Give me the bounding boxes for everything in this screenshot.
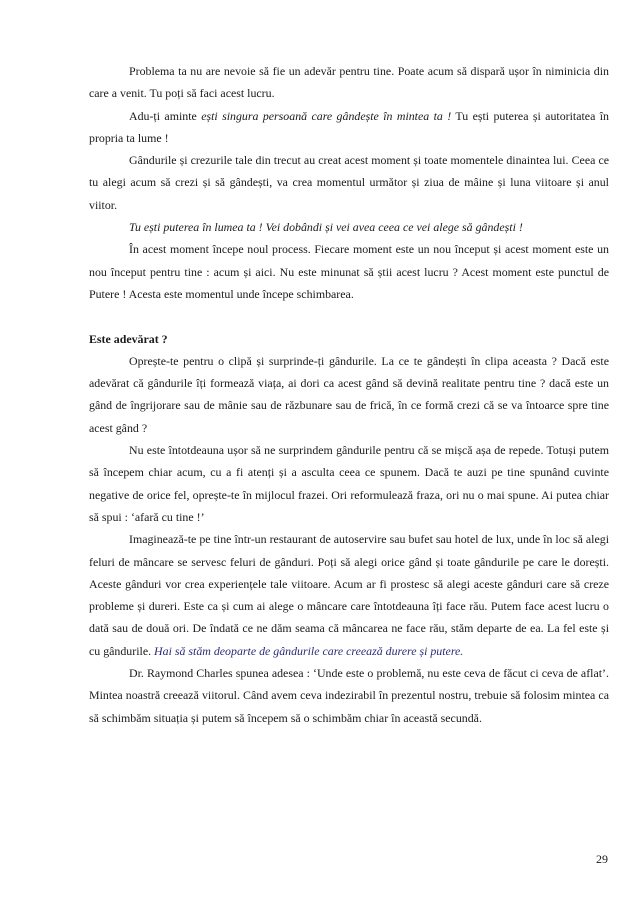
- page-body: [89, 60, 609, 729]
- section-heading: Este adevărat ?: [89, 331, 168, 346]
- paragraph-2-end: Tu ești puterea și autoritatea în propria ta lume !: [89, 108, 609, 145]
- section-paragraph-1: Oprește-te pentru o clipă și surprinde-ți gândurile. La ce te gândești în clipa aceasta ? Dacă este adevărat că gândurile îți formează viața, ai dori ca acest gând să devină realitate pentru tine ? dacă este un gând de îngrijorare sau de mânie sau de răzbunare sau de frică, în ce formă crezi că se va întoarce spre tine acest gând ?: [89, 353, 609, 435]
- paragraph-1: Problema ta nu are nevoie să fie un adevăr pentru tine. Poate acum să dispară ușor în niminicia din care a venit. Tu poți să faci acest lucru.: [89, 64, 609, 101]
- paragraph-5: În acest moment începe noul process. Fiecare moment este un nou început și acest moment este un nou început pentru tine : acum și aici. Nu este minunat să știi acest lucru ? Acest moment este punctul de Putere ! Acesta este momentul unde începe schimbarea.: [89, 242, 609, 301]
- paragraph-2-start: Adu-ți aminte: [129, 108, 202, 123]
- section-paragraph-4: Dr. Raymond Charles spunea adesea : ‘Unde este o problemă, nu este ceva de făcut ci ceva de aflat’. Mintea noastră creează viitorul. Când avem ceva indezirabil în prezentul nostru, trebuie să folosim mintea ca să schimbăm situația și putem să începem să o schimbăm chiar în această secundă.: [89, 666, 609, 725]
- page-number: 29: [596, 852, 608, 866]
- paragraph-4-italic: Tu ești puterea în lumea ta ! Vei dobândi și vei avea ceea ce vei alege să gândești !: [129, 220, 523, 235]
- paragraph-3: Gândurile și crezurile tale din trecut au creat acest moment și toate momentele dinaintea lui. Ceea ce tu alegi acum să crezi și să gândești, va crea momentul următor și ziua de mâine și luna viitoare și anul viitor.: [89, 153, 609, 212]
- section-paragraph-3: [89, 528, 609, 662]
- paragraph-2-italic: ești singura persoană care gândește în mintea ta !: [201, 108, 452, 123]
- paragraph-2: [89, 105, 609, 150]
- section-paragraph-3-text: Imaginează-te pe tine într-un restaurant de autoservire sau bufet sau hotel de lux, unde în loc să alegi feluri de mâncare se servesc feluri de gânduri. Poți să alegi orice gând și toate gândurile pe care le dorești. Aceste gânduri vor crea experiențele tale viitoare. Acum ar fi prostesc să alegi aceste gânduri care să creze probleme și dureri. Este ca și cum ai alege o mâncare care întotdeauna îți face rău. Putem face acest lucru o dată sau de două ori. De îndată ce ne dăm seama că mâncarea ne face rău, stăm departe de ea. La fel este și cu gândurile.: [89, 532, 609, 658]
- section-paragraph-2: Nu este întotdeauna ușor să ne surprindem gândurile pentru că se mișcă așa de repede. Totuși putem să începem chiar acum, cu a fi atenți și a asculta ceea ce spunem. Dacă te auzi pe tine spunând cuvinte negative de orice fel, oprește-te în mijlocul frazei. Ori reformulează fraza, ori nu o mai spune. Ai putea chiar să spui : ‘afară cu tine !’: [89, 443, 609, 524]
- section-paragraph-3-highlight: Hai să stăm deoparte de gândurile care creează durere și putere.: [154, 643, 464, 658]
